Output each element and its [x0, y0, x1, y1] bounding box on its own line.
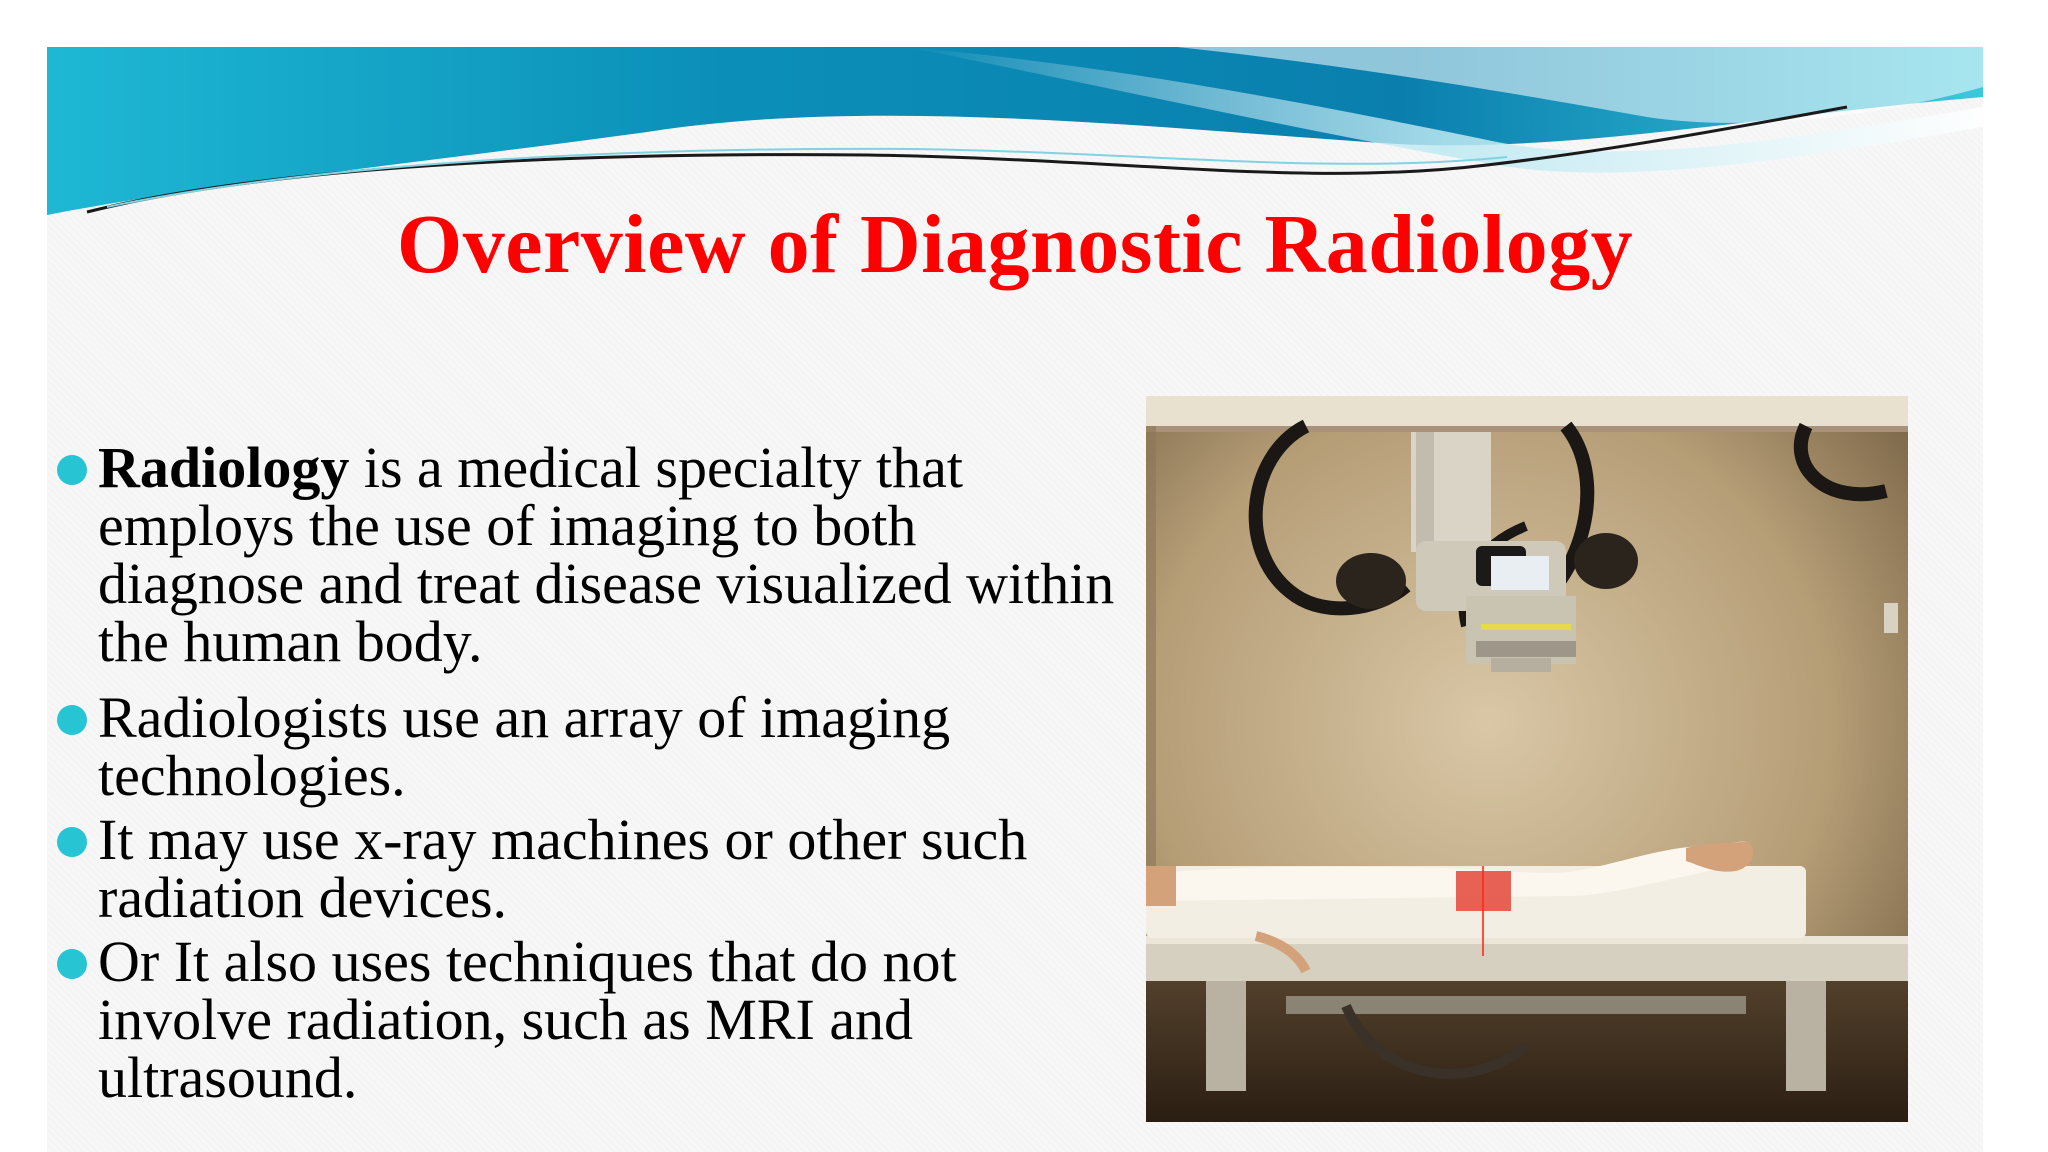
bullet-item [55, 435, 1135, 674]
slide [47, 47, 1983, 1152]
bullet-item [55, 685, 1135, 808]
xray-room-photo [1146, 396, 1908, 1122]
slide-title: Overview of Diagnostic Radiology [396, 198, 1634, 291]
bullet-text: Or It also uses techniques that do not involve radiation, such as MRI and ultrasound. [98, 929, 957, 1110]
bullet-list [55, 435, 1135, 1125]
teal-dot-icon [57, 949, 87, 979]
bullet-item [55, 929, 1135, 1110]
bullet-text: is a medical specialty that employs the use of imaging to both diagnose and treat disease visualized within the human body. [98, 435, 1115, 674]
bullet-text: It may use x-ray machines or other such radiation devices. [98, 807, 1028, 930]
teal-dot-icon [57, 455, 87, 485]
bullet-text: Radiologists use an array of imaging technologies. [98, 685, 951, 808]
teal-dot-icon [57, 827, 87, 857]
bullet-item [55, 807, 1135, 930]
teal-dot-icon [57, 705, 87, 735]
bullet-term: Radiology [98, 435, 350, 500]
